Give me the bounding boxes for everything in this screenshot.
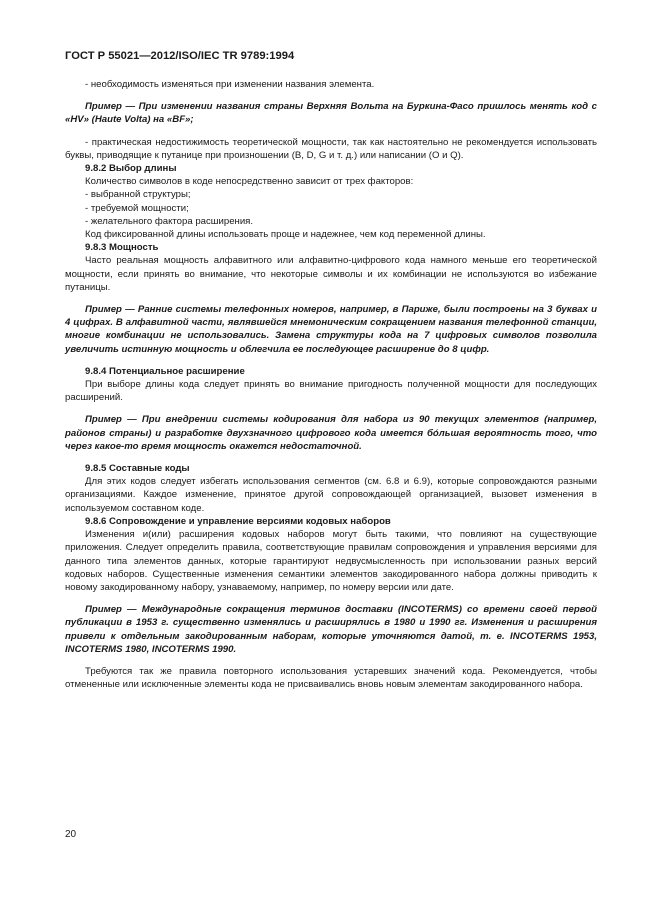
example-paragraph: Пример — При внедрении системы кодирования для набора из 90 текущих элементов (например, районов страны) и разработке двухзначного цифрового кода имеется бóльшая вероятность того, что через какое-то время мощность окажется недостаточной.	[65, 414, 597, 452]
list-item: - выбранной структуры;	[85, 189, 191, 201]
body-paragraph: Изменения и(или) расширения кодовых наборов могут быть такими, что повлияют на существующие приложения. Следует определить правила, соответствующие правилам сопровождения и управления версиями для данного типа элементов данных, которые гарантируют недвусмысленность при использовании разных версий кодовых наборов. Существенные изменения семантики элементов закодированного набора должны приводить к новому закодированному набору, узнаваемому, например, по номеру версии или дате.	[65, 529, 597, 593]
example-paragraph: Пример — При изменении названия страны Верхняя Вольта на Буркина-Фасо пришлось менять код с «HV» (Haute Volta) на «BF»;	[65, 101, 597, 126]
section-heading: 9.8.4 Потенциальное расширение	[85, 365, 245, 377]
section-heading: 9.8.5 Составные коды	[85, 463, 190, 475]
section-heading: 9.8.2 Выбор длины	[85, 163, 177, 175]
document-body	[65, 78, 597, 691]
page-number: 20	[65, 829, 77, 840]
example-paragraph: Пример — Международные сокращения терминов доставки (INCOTERMS) со времени своей первой публикации в 1953 г. существенно изменялись и расширялись в 1980 и 1990 гг. Изменения и расширения привели к отдельным закодированным наборам, которые уточняются датой, т. е. INCOTERMS 1953, INCOTERMS 1980, INCOTERMS 1990.	[65, 604, 597, 655]
body-paragraph: Требуются так же правила повторного использования устаревших значений кода. Рекомендуется, чтобы отмененные или исключенные элементы кода не присваивались вновь новым элементам закодированного набора.	[65, 665, 597, 691]
body-paragraph: Для этих кодов следует избегать использования сегментов (см. 6.8 и 6.9), которые сопровождаются разными организациями. Каждое изменение, принятое другой сопровождающей организацией, вызовет изменения в используемом составном коде.	[65, 476, 597, 514]
body-paragraph: При выборе длины кода следует принять во внимание пригодность полученной мощности для последующих расширений.	[65, 379, 597, 404]
list-item: - необходимость изменяться при изменении названия элемента.	[85, 79, 375, 90]
list-item: - практическая недостижимость теоретической мощности, так как настоятельно не рекомендуется использовать буквы, приводящие к путанице при произношении (B, D, G и т. д.) или написании (O и Q).	[65, 136, 597, 161]
body-paragraph: Количество символов в коде непосредственно зависит от трех факторов:	[85, 176, 414, 188]
document-header: ГОСТ Р 55021—2012/ISO/IEC TR 9789:1994	[65, 50, 295, 62]
example-paragraph: Пример — Ранние системы телефонных номеров, например, в Париже, были построены на 3 буквах и 4 цифрах. В алфавитной части, являвшейся мнемоническим сокращением названия телефонной станции, многие комбинации не использовались. Замена структуры кода на 7 цифровых символов позволила увеличить истинную мощность и облегчила ее последующее расширение до 8 цифр.	[65, 304, 597, 355]
body-paragraph: Код фиксированной длины использовать проще и надежнее, чем код переменной длины.	[85, 229, 486, 241]
section-heading: 9.8.3 Мощность	[85, 242, 159, 254]
body-paragraph: Часто реальная мощность алфавитного или алфавитно-цифрового кода намного меньше его теоретической мощности, если принять во внимание, что некоторые символы и их комбинации не используются во избежание путаницы.	[65, 255, 597, 293]
list-item: - требуемой мощности;	[85, 202, 189, 214]
section-heading: 9.8.6 Сопровождение и управление версиями кодовых наборов	[85, 515, 391, 527]
list-item: - желательного фактора расширения.	[85, 215, 254, 227]
